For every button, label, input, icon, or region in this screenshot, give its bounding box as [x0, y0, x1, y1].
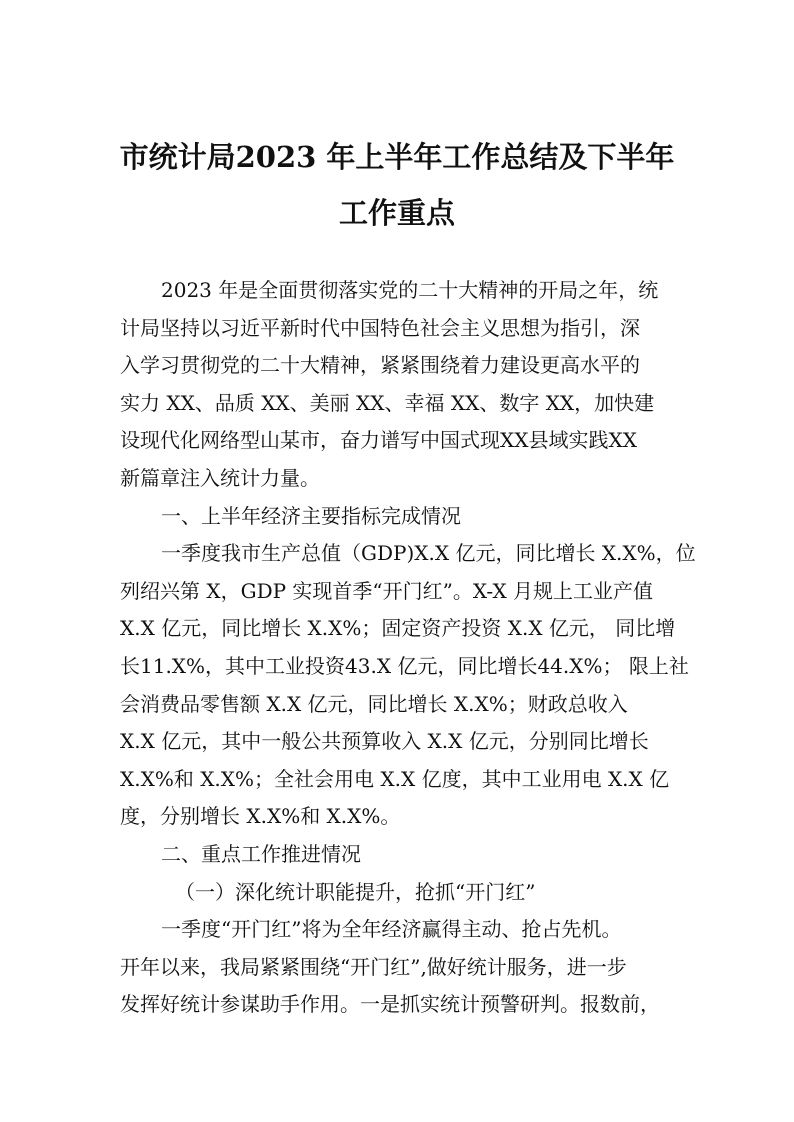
body-line-13: X.X 亿元，其中一般公共预算收入 X.X 亿元，分别同比增长 [120, 729, 649, 753]
body-line-20: 发挥好统计参谋助手作用。一是抓实统计预警研判。报数前， [120, 992, 660, 1016]
body-line-12: 会消费品零售额 X.X 亿元，同比增长 X.X%；财政总收入 [120, 692, 628, 716]
body-line-14: X.X%和 X.X%；全社会用电 X.X 亿度，其中工业用电 X.X 亿 [120, 767, 670, 791]
body-line-3: 入学习贯彻党的二十大精神，紧紧围绕着力建设更高水平的 [120, 353, 640, 377]
body-line-6: 新篇章注入统计力量。 [120, 466, 320, 490]
body-line-8: 一季度我市生产总值（GDP)X.X 亿元，同比增长 X.X%，位 [161, 541, 696, 565]
document-title-line-2: 工作重点 [338, 196, 455, 230]
body-line-15: 度，分别增长 X.X%和 X.X%。 [120, 804, 401, 828]
section-heading-1: 一、上半年经济主要指标完成情况 [161, 504, 461, 528]
body-line-10: X.X 亿元，同比增长 X.X%；固定资产投资 X.X 亿元， 同比增 [120, 616, 676, 640]
body-line-18: 一季度“开门红”将为全年经济赢得主动、抢占先机。 [161, 917, 622, 941]
body-line-19: 开年以来，我局紧紧围绕“开门红”,做好统计服务，进一步 [120, 955, 627, 979]
body-line-5: 设现代化网络型山某市，奋力谱写中国式现XX县域实践XX [120, 428, 637, 452]
section-heading-2: 二、重点工作推进情况 [161, 842, 361, 866]
body-line-1: 2023 年是全面贯彻落实党的二十大精神的开局之年，统 [161, 278, 659, 302]
body-line-4: 实力 XX、品质 XX、美丽 XX、幸福 XX、数字 XX，加快建 [120, 391, 655, 415]
document-title-line-1: 市统计局2023 年上半年工作总结及下半年 [119, 140, 675, 174]
body-line-11: 长11.X%，其中工业投资43.X 亿元，同比增长44.X%； 限上社 [120, 654, 689, 678]
body-line-2: 计局坚持以习近平新时代中国特色社会主义思想为指引，深 [120, 316, 640, 340]
body-line-9: 列绍兴第 X，GDP 实现首季“开门红”。X-X 月规上工业产值 [120, 579, 654, 603]
subsection-heading-1: （一）深化统计职能提升，抢抓“开门红” [175, 880, 536, 904]
